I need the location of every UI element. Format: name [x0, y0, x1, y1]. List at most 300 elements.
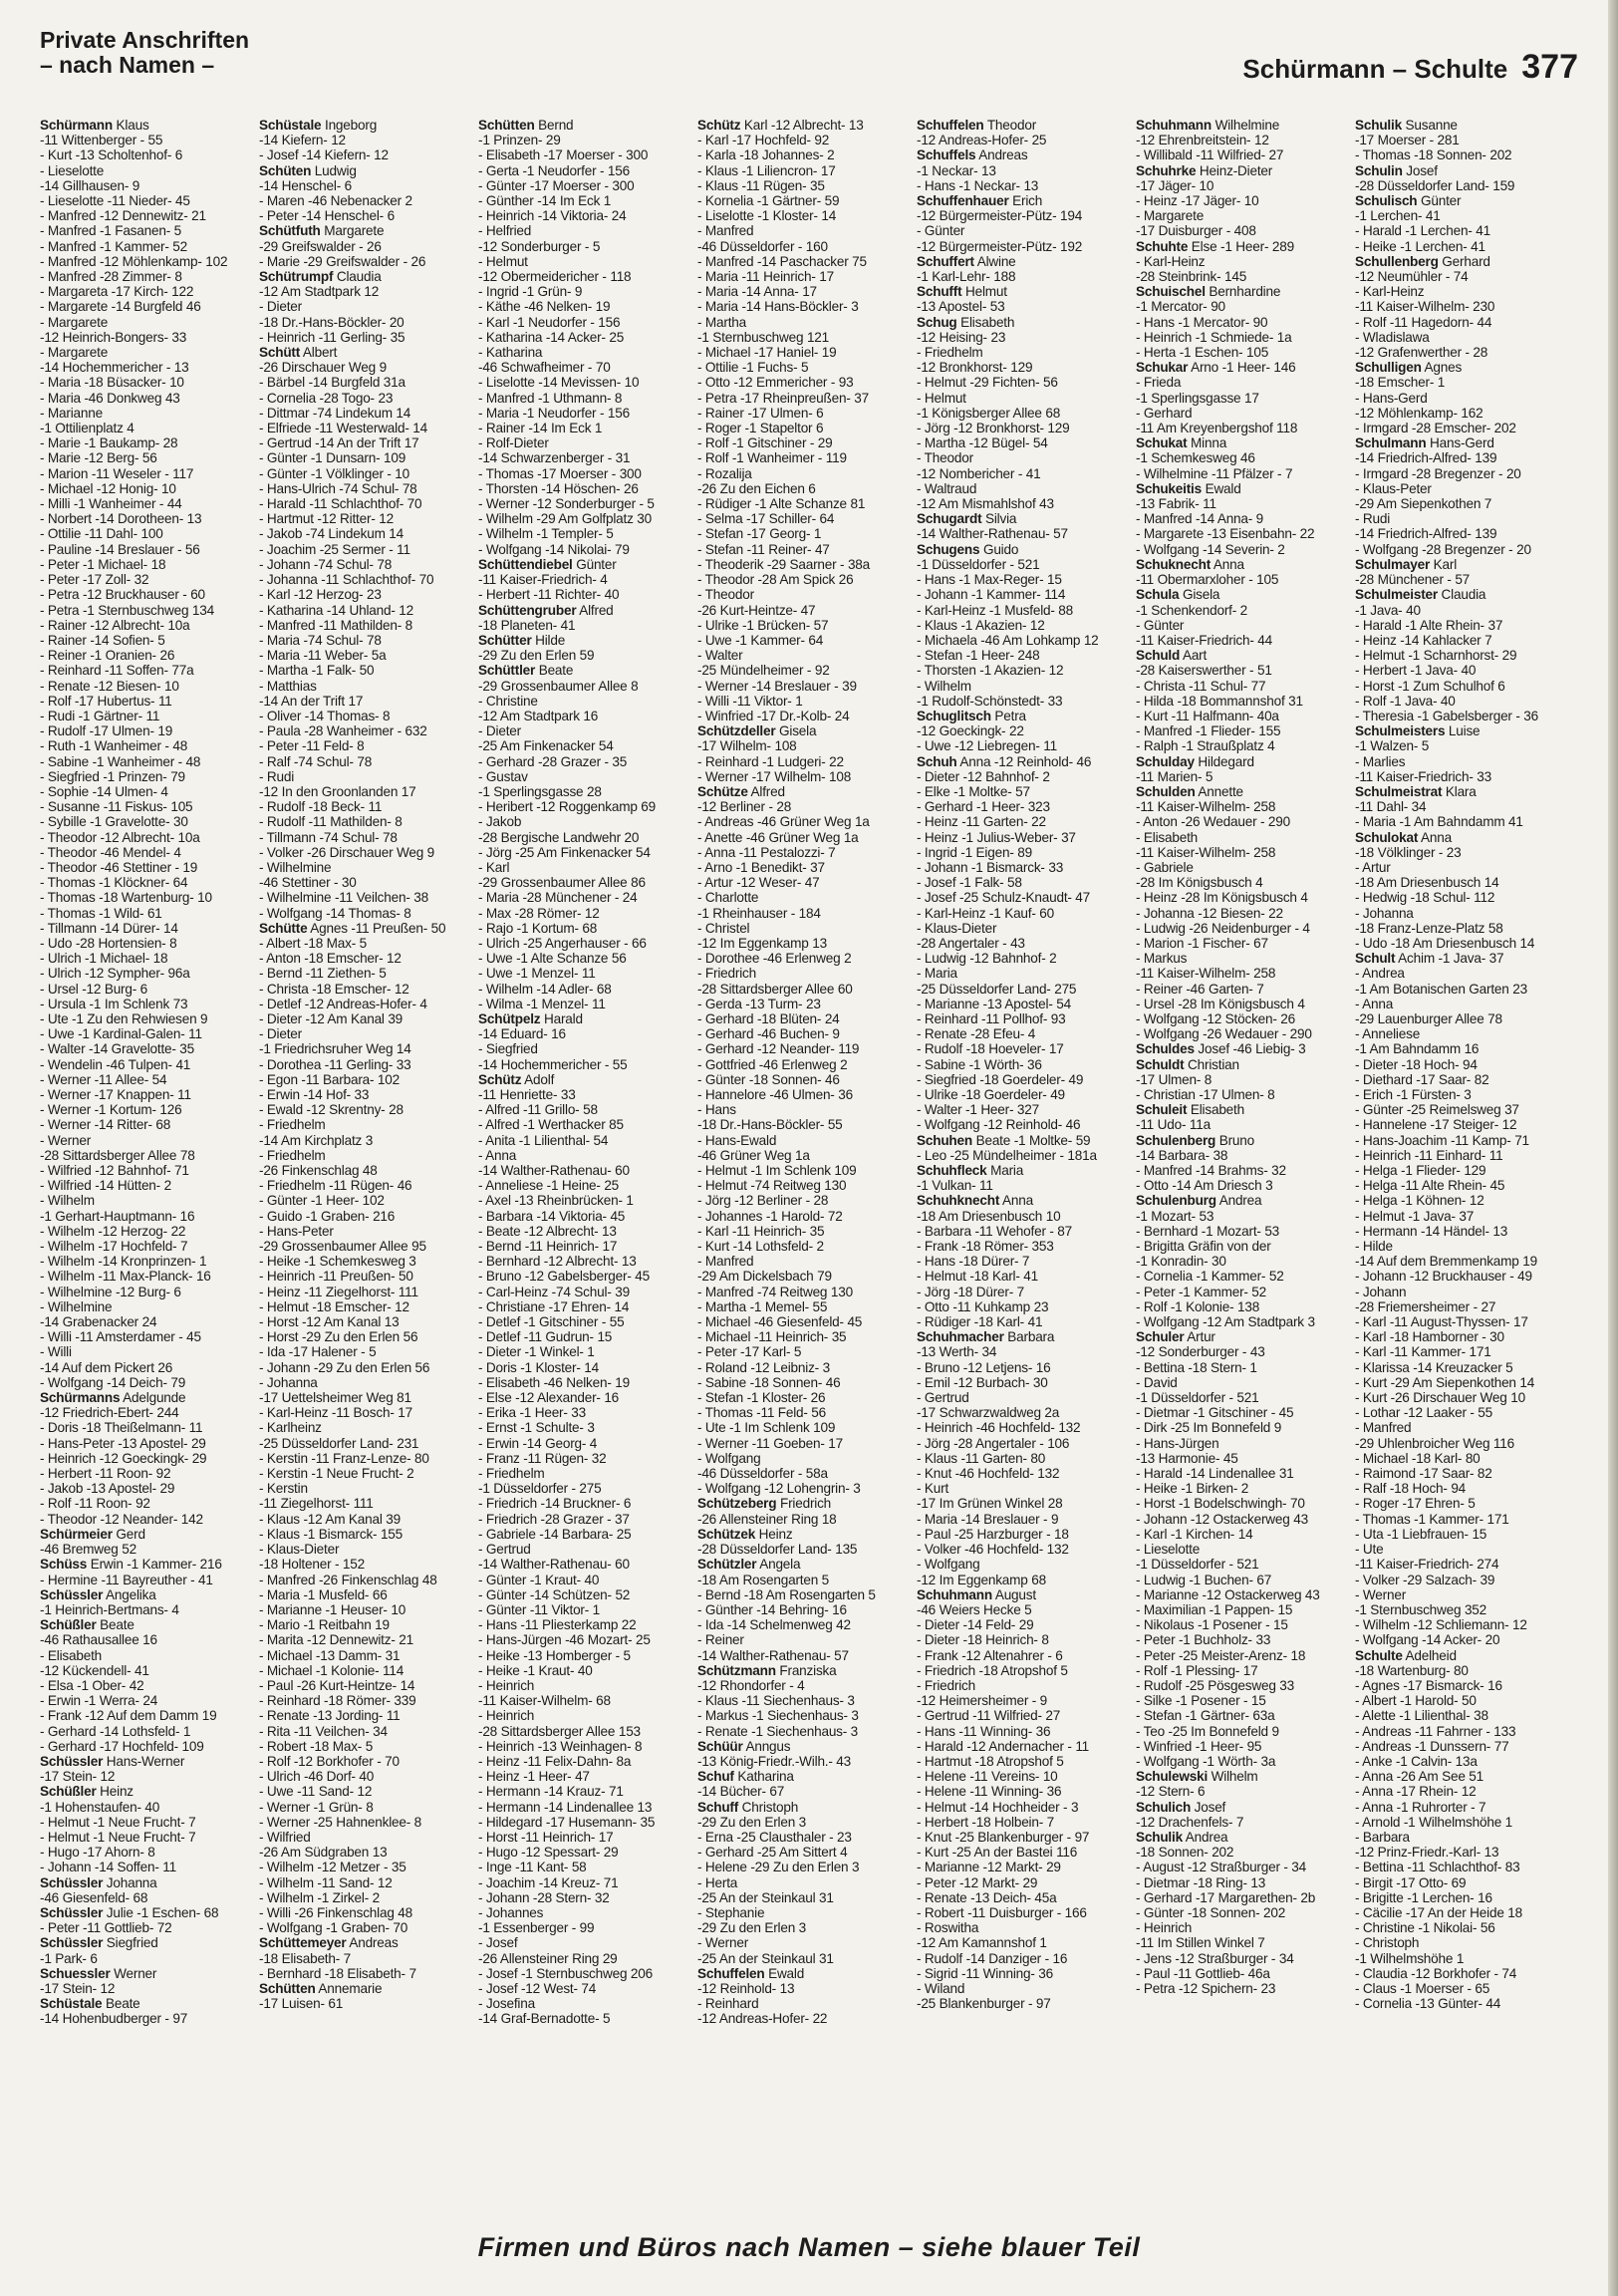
- directory-line: - Hilde: [1355, 1239, 1393, 1255]
- surname: Schüttengruber: [478, 602, 577, 618]
- surname: Schüten: [259, 162, 312, 178]
- directory-line: - Karl -11 Heinrich- 35: [697, 1223, 825, 1239]
- directory-line: -12 Obermeidericher - 118: [478, 269, 632, 285]
- directory-line: - Gerhard -18 Blüten- 24: [697, 1010, 840, 1026]
- directory-line: - Detlef -11 Gudrun- 15: [478, 1329, 613, 1345]
- directory-line: - Willi -26 Finkenschlag 48: [259, 1904, 413, 1920]
- surname-entry: [1136, 1041, 1347, 1056]
- directory-line: -12 In den Groonlanden 17: [259, 783, 416, 799]
- directory-line: - Wilhelm -12 Metzer - 35: [259, 1860, 406, 1875]
- directory-line: - Manfred -14 Anna- 9: [1136, 511, 1264, 527]
- directory-line: - Lieselotte: [40, 162, 105, 178]
- entry-text: Josef: [1191, 1799, 1226, 1815]
- directory-line: -12 Stern- 6: [1136, 1784, 1206, 1800]
- directory-line: - Elisabeth: [40, 1647, 103, 1663]
- surname: Schuhmacher: [917, 1329, 1004, 1345]
- directory-line: -1 Ottilienplatz 4: [40, 421, 135, 436]
- directory-line: -17 Jäger- 10: [1136, 177, 1214, 193]
- directory-line: - Egon -11 Barbara- 102: [259, 1071, 400, 1087]
- directory-line: - Wilhelm -12 Herzog- 22: [40, 1223, 186, 1239]
- directory-line: - Winfried -17 Dr.-Kolb- 24: [697, 708, 850, 723]
- entry-text: August: [992, 1586, 1036, 1602]
- surname: Schulisch: [1355, 193, 1418, 209]
- directory-line: -18 Emscher- 1: [1355, 375, 1446, 391]
- directory-line: - Werner -1 Grün- 8: [259, 1799, 374, 1815]
- directory-line: -17 Stein- 12: [40, 1769, 116, 1785]
- surname-entry: [917, 193, 1128, 208]
- directory-line: - Rozalija: [697, 465, 752, 481]
- directory-line: - Friedhelm -11 Rügen- 46: [259, 1178, 412, 1194]
- directory-line: - Karl -1 Kirchen- 14: [1136, 1526, 1253, 1542]
- directory-line: -12 Berliner - 28: [697, 799, 792, 815]
- directory-line: - Hannelene -17 Steiger- 12: [1355, 1117, 1517, 1133]
- directory-line: - Marianne -1 Heuser- 10: [259, 1601, 406, 1617]
- directory-line: - Günter -17 Moerser - 300: [478, 177, 635, 193]
- entry-text: Minna: [1187, 435, 1227, 451]
- directory-line: - Maria -14 Anna- 17: [697, 284, 817, 300]
- surname-entry: [917, 754, 1128, 769]
- directory-line: - Werner -17 Wilhelm- 108: [697, 768, 852, 784]
- directory-line: - Johann -1 Bismarck- 33: [917, 859, 1064, 875]
- directory-line: - Theodor -46 Mendel- 4: [40, 844, 181, 860]
- directory-line: - Werner -11 Goeben- 17: [697, 1435, 844, 1451]
- directory-line: - Bärbel -14 Burgfeld 31a: [259, 375, 405, 391]
- directory-line: - Artur: [1355, 859, 1391, 875]
- surname: Schulenberg: [1136, 1132, 1216, 1148]
- directory-line: - Wladislawa: [1355, 329, 1430, 345]
- entry-text: Harald: [540, 1010, 583, 1026]
- directory-line: - Maximilian -1 Pappen- 15: [1136, 1601, 1293, 1617]
- surname-entry: [40, 1754, 251, 1769]
- surname-entry: [40, 1966, 251, 1981]
- directory-line: - Axel -13 Rheinbrücken- 1: [478, 1193, 634, 1209]
- directory-line: - Wilhelmine -12 Burg- 6: [40, 1284, 181, 1299]
- directory-line: - Peter -14 Henschel- 6: [259, 208, 395, 224]
- directory-line: - Stefan -17 Georg- 1: [697, 526, 822, 542]
- directory-line: - Horst -11 Heinrich- 17: [478, 1829, 614, 1845]
- directory-line: - Gertrud: [478, 1542, 531, 1558]
- directory-line: - Karl -11 August-Thyssen- 17: [1355, 1314, 1528, 1330]
- directory-line: - Rainer -17 Ulmen- 6: [697, 405, 824, 421]
- surname-entry: [1136, 163, 1347, 178]
- entry-text: Heinz: [96, 1784, 134, 1800]
- directory-line: -1 Schemkesweg 46: [1136, 450, 1255, 466]
- directory-line: - Christel: [697, 920, 750, 936]
- directory-line: - Jörg -12 Berliner - 28: [697, 1193, 829, 1209]
- directory-line: - Paul -11 Gottlieb- 46a: [1136, 1965, 1270, 1981]
- surname-entry: [917, 511, 1128, 526]
- entry-text: Andrea: [1182, 1829, 1228, 1845]
- directory-line: - Wilhelmine: [40, 1298, 113, 1314]
- directory-line: -1 Gerhart-Hauptmann- 16: [40, 1208, 195, 1224]
- directory-line: - Marion -1 Fischer- 67: [1136, 935, 1268, 951]
- directory-line: - Sabine -18 Sonnen- 46: [697, 1374, 841, 1390]
- directory-line: - Ulrike -18 Goerdeler- 49: [917, 1087, 1065, 1102]
- directory-line: - Günter: [1136, 617, 1185, 633]
- directory-line: - Milli -1 Wanheimer - 44: [40, 496, 182, 512]
- entry-text: Katharina: [733, 1769, 794, 1785]
- directory-line: - Michaela -46 Am Lohkamp 12: [917, 632, 1099, 648]
- surname: Schulmayer: [1355, 556, 1431, 572]
- directory-line: -14 Hohenbudberger - 97: [40, 2011, 188, 2027]
- directory-line: - Wilhelm -14 Kronprinzen- 1: [40, 1254, 207, 1270]
- directory-line: - Maria -14 Breslauer - 9: [917, 1511, 1059, 1527]
- entry-text: Silvia: [981, 511, 1017, 527]
- directory-line: - Helmut -14 Hochheider - 3: [917, 1799, 1079, 1815]
- directory-line: - Doris -1 Kloster- 14: [478, 1359, 599, 1375]
- surname: Schüssler: [40, 1586, 104, 1602]
- directory-line: - Manfred: [1355, 1420, 1412, 1436]
- surname-entry: [697, 1966, 909, 1981]
- entry-text: Erich: [1008, 193, 1043, 209]
- directory-line: - Dieter: [259, 299, 302, 315]
- surname: Schuffenhauer: [917, 193, 1009, 209]
- directory-line: - Marianne: [40, 405, 103, 421]
- surname-entry: [1136, 1800, 1347, 1815]
- surname-entry: [40, 1527, 251, 1542]
- surname-entry: [259, 118, 470, 133]
- directory-line: - Peter -11 Feld- 8: [259, 738, 365, 754]
- directory-line: - Friedhelm: [478, 1466, 545, 1482]
- directory-column: [40, 118, 251, 2204]
- surname: Schuknecht: [1136, 556, 1212, 572]
- directory-line: - Theresia -1 Gabelsberger - 36: [1355, 708, 1538, 723]
- entry-text: Josef: [1402, 162, 1438, 178]
- surname-entry: [1136, 435, 1347, 450]
- directory-line: - Andrea: [1355, 966, 1405, 982]
- directory-line: - Wilhelm -12 Schliemann- 12: [1355, 1617, 1527, 1633]
- directory-line: - Gerda -13 Turm- 23: [697, 996, 821, 1011]
- directory-line: -1 Sperlingsgasse 28: [478, 783, 602, 799]
- directory-line: - Willi -11 Viktor- 1: [697, 693, 803, 709]
- directory-line: -18 Franz-Lenze-Platz 58: [1355, 920, 1503, 936]
- directory-line: - Helene -11 Winning- 36: [917, 1784, 1062, 1800]
- directory-line: - Maria -14 Hans-Böckler- 3: [697, 299, 859, 315]
- directory-line: - Wilhelm -11 Sand- 12: [259, 1874, 393, 1890]
- directory-line: - Marita -12 Dennewitz- 21: [259, 1632, 413, 1648]
- directory-line: - Karl-Heinz -1 Kauf- 60: [917, 905, 1054, 921]
- directory-line: - Else -12 Alexander- 16: [478, 1390, 620, 1406]
- directory-line: - Otto -11 Kuhkamp 23: [917, 1298, 1049, 1314]
- directory-column: [259, 118, 470, 2204]
- surname-entry: [1136, 360, 1347, 375]
- entry-text: Siegfried: [103, 1935, 158, 1951]
- directory-line: - Renate -13 Jording- 11: [259, 1708, 401, 1724]
- directory-line: -1 Heinrich-Bertmans- 4: [40, 1601, 179, 1617]
- page-number: 377: [1521, 48, 1578, 86]
- directory-line: - David: [1136, 1374, 1178, 1390]
- directory-line: -25 An der Steinkaul 31: [697, 1950, 834, 1966]
- directory-line: -14 Friedrich-Alfred- 139: [1355, 450, 1497, 466]
- directory-line: - Tillmann -14 Dürer- 14: [40, 920, 178, 936]
- directory-line: -46 Rathausallee 16: [40, 1632, 157, 1648]
- directory-line: - Anton -26 Wedauer - 290: [1136, 814, 1290, 830]
- surname: Schulden: [1136, 783, 1196, 799]
- directory-line: -12 Nombericher - 41: [917, 465, 1041, 481]
- directory-line: -14 Kiefern- 12: [259, 133, 346, 148]
- directory-line: -14 Friedrich-Alfred- 139: [1355, 526, 1497, 542]
- directory-line: - Liselotte -1 Kloster- 14: [697, 208, 837, 224]
- directory-line: - Rainer -12 Albrecht- 10a: [40, 617, 190, 633]
- directory-line: -26 Allensteiner Ring 18: [697, 1511, 837, 1527]
- directory-line: - Peter -25 Meister-Arenz- 18: [1136, 1647, 1306, 1663]
- directory-line: - Gertrud -14 An der Trift 17: [259, 435, 419, 451]
- directory-line: - Friedrich: [697, 966, 756, 982]
- entry-text: Franziska: [775, 1662, 837, 1678]
- directory-line: - Tillmann -74 Schul- 78: [259, 829, 398, 845]
- directory-columns: [40, 118, 1568, 2204]
- surname: Schuld: [1136, 648, 1181, 664]
- surname-entry: [478, 1072, 689, 1087]
- directory-line: -12 Am Stadtpark 12: [259, 284, 380, 300]
- directory-line: - Harald -1 Lerchen- 41: [1355, 223, 1490, 239]
- directory-line: - Michael -11 Heinrich- 35: [697, 1329, 847, 1345]
- directory-line: - Gerta -1 Neudorfer - 156: [478, 162, 630, 178]
- surname-entry: [917, 147, 1128, 162]
- directory-line: - Helmut -1 Neue Frucht- 7: [40, 1829, 196, 1845]
- directory-line: - Claudia -12 Borkhofer - 74: [1355, 1965, 1517, 1981]
- directory-line: -11 Im Stillen Winkel 7: [1136, 1935, 1265, 1951]
- directory-line: -1 Am Bahndamm 16: [1355, 1041, 1480, 1057]
- directory-line: - Heike -13 Homberger - 5: [478, 1647, 631, 1663]
- directory-line: - Roger -1 Stapeltor 6: [697, 421, 824, 436]
- directory-line: - Robert -18 Max- 5: [259, 1738, 374, 1754]
- directory-line: -1 Königsberger Allee 68: [917, 405, 1061, 421]
- directory-line: - Harald -1 Alte Rhein- 37: [1355, 617, 1503, 633]
- surname-entry: [259, 269, 470, 284]
- directory-line: - Selma -17 Schiller- 64: [697, 511, 835, 527]
- directory-line: - Siegfried: [478, 1041, 538, 1057]
- surname-entry: [1136, 1830, 1347, 1845]
- directory-line: -1 Friedrichsruher Weg 14: [259, 1041, 411, 1057]
- directory-line: - Hans-Peter -13 Apostel- 29: [40, 1435, 206, 1451]
- directory-line: - Michael -13 Damm- 31: [259, 1647, 401, 1663]
- directory-line: - Rolf -1 Plessing- 17: [1136, 1662, 1258, 1678]
- entry-text: Hildegard: [1194, 753, 1254, 769]
- directory-line: - Barbara -11 Wehofer - 87: [917, 1223, 1072, 1239]
- directory-line: - Dieter -1 Winkel- 1: [478, 1344, 595, 1360]
- directory-line: -11 Kaiser-Wilhelm- 258: [1136, 799, 1276, 815]
- surname: Schütz: [697, 118, 741, 133]
- directory-line: - Jörg -28 Angertaler - 106: [917, 1435, 1070, 1451]
- directory-line: - Theodor -12 Neander- 142: [40, 1511, 203, 1527]
- entry-text: Alwine: [973, 253, 1016, 269]
- directory-line: - Cornelia -13 Günter- 44: [1355, 1996, 1501, 2012]
- directory-line: -11 Wittenberger - 55: [40, 133, 163, 148]
- directory-line: - Bernd -11 Heinrich- 17: [478, 1239, 618, 1255]
- surname: Schukeitis: [1136, 480, 1202, 496]
- directory-line: -13 König-Friedr.-Wilh.- 43: [697, 1753, 852, 1769]
- directory-line: - Margarete: [1136, 208, 1205, 224]
- directory-line: -18 Am Driesenbusch 10: [917, 1208, 1061, 1224]
- directory-line: -26 Finkenschlag 48: [259, 1163, 378, 1179]
- directory-line: - Maria -1 Am Bahndamm 41: [1355, 814, 1523, 830]
- directory-line: - Helga -1 Köhnen- 12: [1355, 1193, 1484, 1209]
- directory-line: - Volker -46 Hochfeld- 132: [917, 1542, 1069, 1558]
- surname: Schullenberg: [1355, 253, 1439, 269]
- directory-line: - Stefan -1 Gärtner- 63a: [1136, 1708, 1275, 1724]
- surname: Schukar: [1136, 360, 1189, 376]
- directory-line: - Ute: [1355, 1542, 1384, 1558]
- surname: Schulmeistrat: [1355, 783, 1443, 799]
- directory-line: -12 Prinz-Friedr.-Karl- 13: [1355, 1845, 1499, 1861]
- surname: Schuf: [697, 1769, 734, 1785]
- directory-line: -1 Schenkendorf- 2: [1136, 602, 1248, 618]
- directory-line: - Dirk -25 Im Bonnefeld 9: [1136, 1420, 1282, 1436]
- directory-line: -14 Bücher- 67: [697, 1784, 785, 1800]
- directory-line: - Herta -1 Eschen- 105: [1136, 345, 1269, 361]
- directory-line: -29 Grossenbaumer Allee 95: [259, 1239, 426, 1255]
- directory-line: - Wolfgang -12 Reinhold- 46: [917, 1117, 1081, 1133]
- directory-line: - Uwe -1 Alte Schanze 56: [478, 951, 627, 967]
- directory-line: - Heike -1 Kraut- 40: [478, 1662, 593, 1678]
- directory-line: -12 Grafenwerther - 28: [1355, 345, 1488, 361]
- directory-line: -11 Henriette- 33: [478, 1087, 576, 1102]
- directory-line: - Wolfgang -28 Bregenzer - 20: [1355, 541, 1531, 557]
- entry-text: Wilhelm: [1208, 1769, 1258, 1785]
- directory-line: - Helmut -1 Scharnhorst- 29: [1355, 648, 1517, 664]
- directory-line: - Rudolf -18 Hoeveler- 17: [917, 1041, 1064, 1057]
- surname: Schüssler: [40, 1935, 104, 1951]
- surname-entry: [40, 1905, 251, 1920]
- entry-text: Susanne: [1401, 118, 1458, 133]
- directory-line: - Manfred -1 Flieder- 155: [1136, 723, 1281, 739]
- directory-line: - Gustav: [478, 768, 528, 784]
- directory-line: - Rudolf -17 Ulmen- 19: [40, 723, 173, 739]
- directory-line: -17 Luisen- 61: [259, 1996, 344, 2012]
- surname-entry: [917, 1193, 1128, 1208]
- directory-line: - Johann -29 Zu den Erlen 56: [259, 1359, 430, 1375]
- surname: Schütten: [478, 118, 535, 133]
- directory-line: - Carl-Heinz -74 Schul- 39: [478, 1284, 630, 1299]
- directory-line: - Rolf -1 Java- 40: [1355, 693, 1456, 709]
- directory-line: - Martha -1 Falk- 50: [259, 663, 375, 679]
- surname: Schüssler: [40, 1753, 104, 1769]
- directory-line: - Renate -12 Biesen- 10: [40, 678, 179, 694]
- directory-line: - Dorothee -46 Erlenweg 2: [697, 951, 852, 967]
- surname-entry: [1136, 1102, 1347, 1117]
- directory-line: - Wolfgang -12 Lohengrin- 3: [697, 1481, 861, 1497]
- directory-line: - Dietmar -18 Ring- 13: [1136, 1874, 1266, 1890]
- directory-line: - Harald -12 Andernacher - 11: [917, 1738, 1090, 1754]
- surname-entry: [478, 603, 689, 618]
- entry-text: Anna: [1211, 556, 1244, 572]
- directory-line: -25 An der Steinkaul 31: [697, 1889, 834, 1905]
- directory-line: -26 Allensteiner Ring 29: [478, 1950, 618, 1966]
- directory-line: -26 Zu den Eichen 6: [697, 480, 816, 496]
- directory-line: - Markus: [1136, 951, 1188, 967]
- directory-line: - Katharina -14 Acker- 25: [478, 329, 625, 345]
- directory-line: - Josef -14 Kiefern- 12: [259, 147, 389, 163]
- directory-line: - Christiane -17 Ehren- 14: [478, 1298, 630, 1314]
- directory-line: - Volker -29 Salzach- 39: [1355, 1572, 1495, 1587]
- directory-line: - Jakob: [478, 814, 522, 830]
- directory-line: - Johanna: [1355, 905, 1414, 921]
- directory-line: - Alfred -11 Grillo- 58: [478, 1102, 598, 1118]
- entry-text: Andrea: [1215, 1193, 1262, 1209]
- surname: Schult: [1355, 951, 1396, 967]
- directory-line: - Reinhard -18 Römer- 339: [259, 1693, 416, 1709]
- directory-line: - Ludwig -1 Buchen- 67: [1136, 1572, 1272, 1587]
- directory-line: - Günter -1 Dunsarn- 109: [259, 450, 406, 466]
- surname-entry: [917, 1329, 1128, 1344]
- surname: Schulenburg: [1136, 1193, 1216, 1209]
- directory-line: - Artur -12 Weser- 47: [697, 875, 820, 891]
- directory-line: - Anna -11 Pestalozzi- 7: [697, 844, 836, 860]
- directory-line: -12 Bürgermeister-Pütz- 192: [917, 238, 1083, 254]
- entry-text: Adolf: [521, 1071, 555, 1087]
- directory-line: - Werner -1 Kortum- 126: [40, 1102, 182, 1118]
- directory-line: -14 Am Kirchplatz 3: [259, 1132, 374, 1148]
- entry-text: Andreas: [975, 147, 1028, 163]
- directory-line: - Hans-Peter: [259, 1223, 334, 1239]
- entry-text: Beate -1 Moltke- 59: [972, 1132, 1091, 1148]
- directory-line: -25 Am Finkenacker 54: [478, 738, 614, 754]
- entry-text: Anngus: [742, 1738, 791, 1754]
- surname-entry: [917, 1163, 1128, 1178]
- directory-line: - Josefina: [478, 1996, 535, 2012]
- surname-entry: [697, 1527, 909, 1542]
- directory-line: -11 Kaiser-Friedrich- 44: [1136, 632, 1272, 648]
- directory-line: -18 Sonnen- 202: [1136, 1845, 1234, 1861]
- entry-text: Beate: [102, 1996, 140, 2012]
- directory-line: - Gerhard -28 Grazer - 35: [478, 753, 628, 769]
- directory-line: - Otto -12 Emmericher - 93: [697, 375, 854, 391]
- directory-line: - Wilma -1 Menzel- 11: [478, 996, 606, 1011]
- directory-line: - Irmgard -28 Bregenzer - 20: [1355, 465, 1521, 481]
- directory-line: - Elisabeth -17 Moerser - 300: [478, 147, 649, 163]
- directory-line: - Harald -11 Schlachthof- 70: [259, 496, 422, 512]
- directory-line: - Thorsten -1 Akazien- 12: [917, 663, 1064, 679]
- directory-line: - Dorothea -11 Gerling- 33: [259, 1056, 411, 1072]
- directory-line: - Helmut -74 Reitweg 130: [697, 1178, 847, 1194]
- directory-line: - Christoph: [1355, 1935, 1420, 1951]
- directory-line: - Erna -25 Clausthaler - 23: [697, 1829, 852, 1845]
- directory-line: - Hans-Gerd: [1355, 390, 1428, 406]
- surname-entry: [259, 1981, 470, 1996]
- surname: Schürmanns: [40, 1390, 121, 1406]
- directory-line: - Arnold -1 Wilhelmshöhe 1: [1355, 1814, 1512, 1830]
- directory-line: - Otto -14 Am Driesch 3: [1136, 1178, 1273, 1194]
- directory-line: - Heinz -14 Kahlacker 7: [1355, 632, 1492, 648]
- directory-line: - Rudolf -11 Mathilden- 8: [259, 814, 403, 830]
- directory-line: - Cäcilie -17 An der Heide 18: [1355, 1904, 1522, 1920]
- directory-line: - Günter -14 Schützen- 52: [478, 1586, 631, 1602]
- surname: Schuessler: [40, 1965, 111, 1981]
- entry-text: Aart: [1180, 648, 1208, 664]
- directory-line: - Guido -1 Graben- 216: [259, 1208, 396, 1224]
- directory-line: - Horst -1 Bodelschwingh- 70: [1136, 1496, 1305, 1512]
- entry-text: Anna: [1418, 829, 1452, 845]
- directory-line: - Stefan -11 Reiner- 47: [697, 541, 830, 557]
- directory-line: -12 Heimersheimer - 9: [917, 1693, 1048, 1709]
- directory-line: - Rolf-Dieter: [478, 435, 549, 451]
- directory-line: -18 Planeten- 41: [478, 617, 576, 633]
- directory-line: - Willibald -11 Wilfried- 27: [1136, 147, 1284, 163]
- directory-line: - Rudi: [1355, 511, 1391, 527]
- directory-line: - Heinrich: [1136, 1920, 1193, 1936]
- directory-line: -46 Weiers Hecke 5: [917, 1601, 1032, 1617]
- directory-line: - Dietmar -1 Gitschiner - 45: [1136, 1405, 1294, 1421]
- directory-line: -17 Moerser - 281: [1355, 133, 1460, 148]
- directory-line: -1 Wilhelmshöhe 1: [1355, 1950, 1465, 1966]
- surname-entry: [1355, 1648, 1566, 1663]
- directory-line: - Wolfgang -12 Stöcken- 26: [1136, 1010, 1296, 1026]
- directory-line: - Wolfgang -14 Deich- 79: [40, 1374, 186, 1390]
- surname-entry: [259, 1935, 470, 1950]
- surname: Schuffelen: [917, 118, 984, 133]
- directory-line: - Ute -1 Zu den Rehwiesen 9: [40, 1010, 208, 1026]
